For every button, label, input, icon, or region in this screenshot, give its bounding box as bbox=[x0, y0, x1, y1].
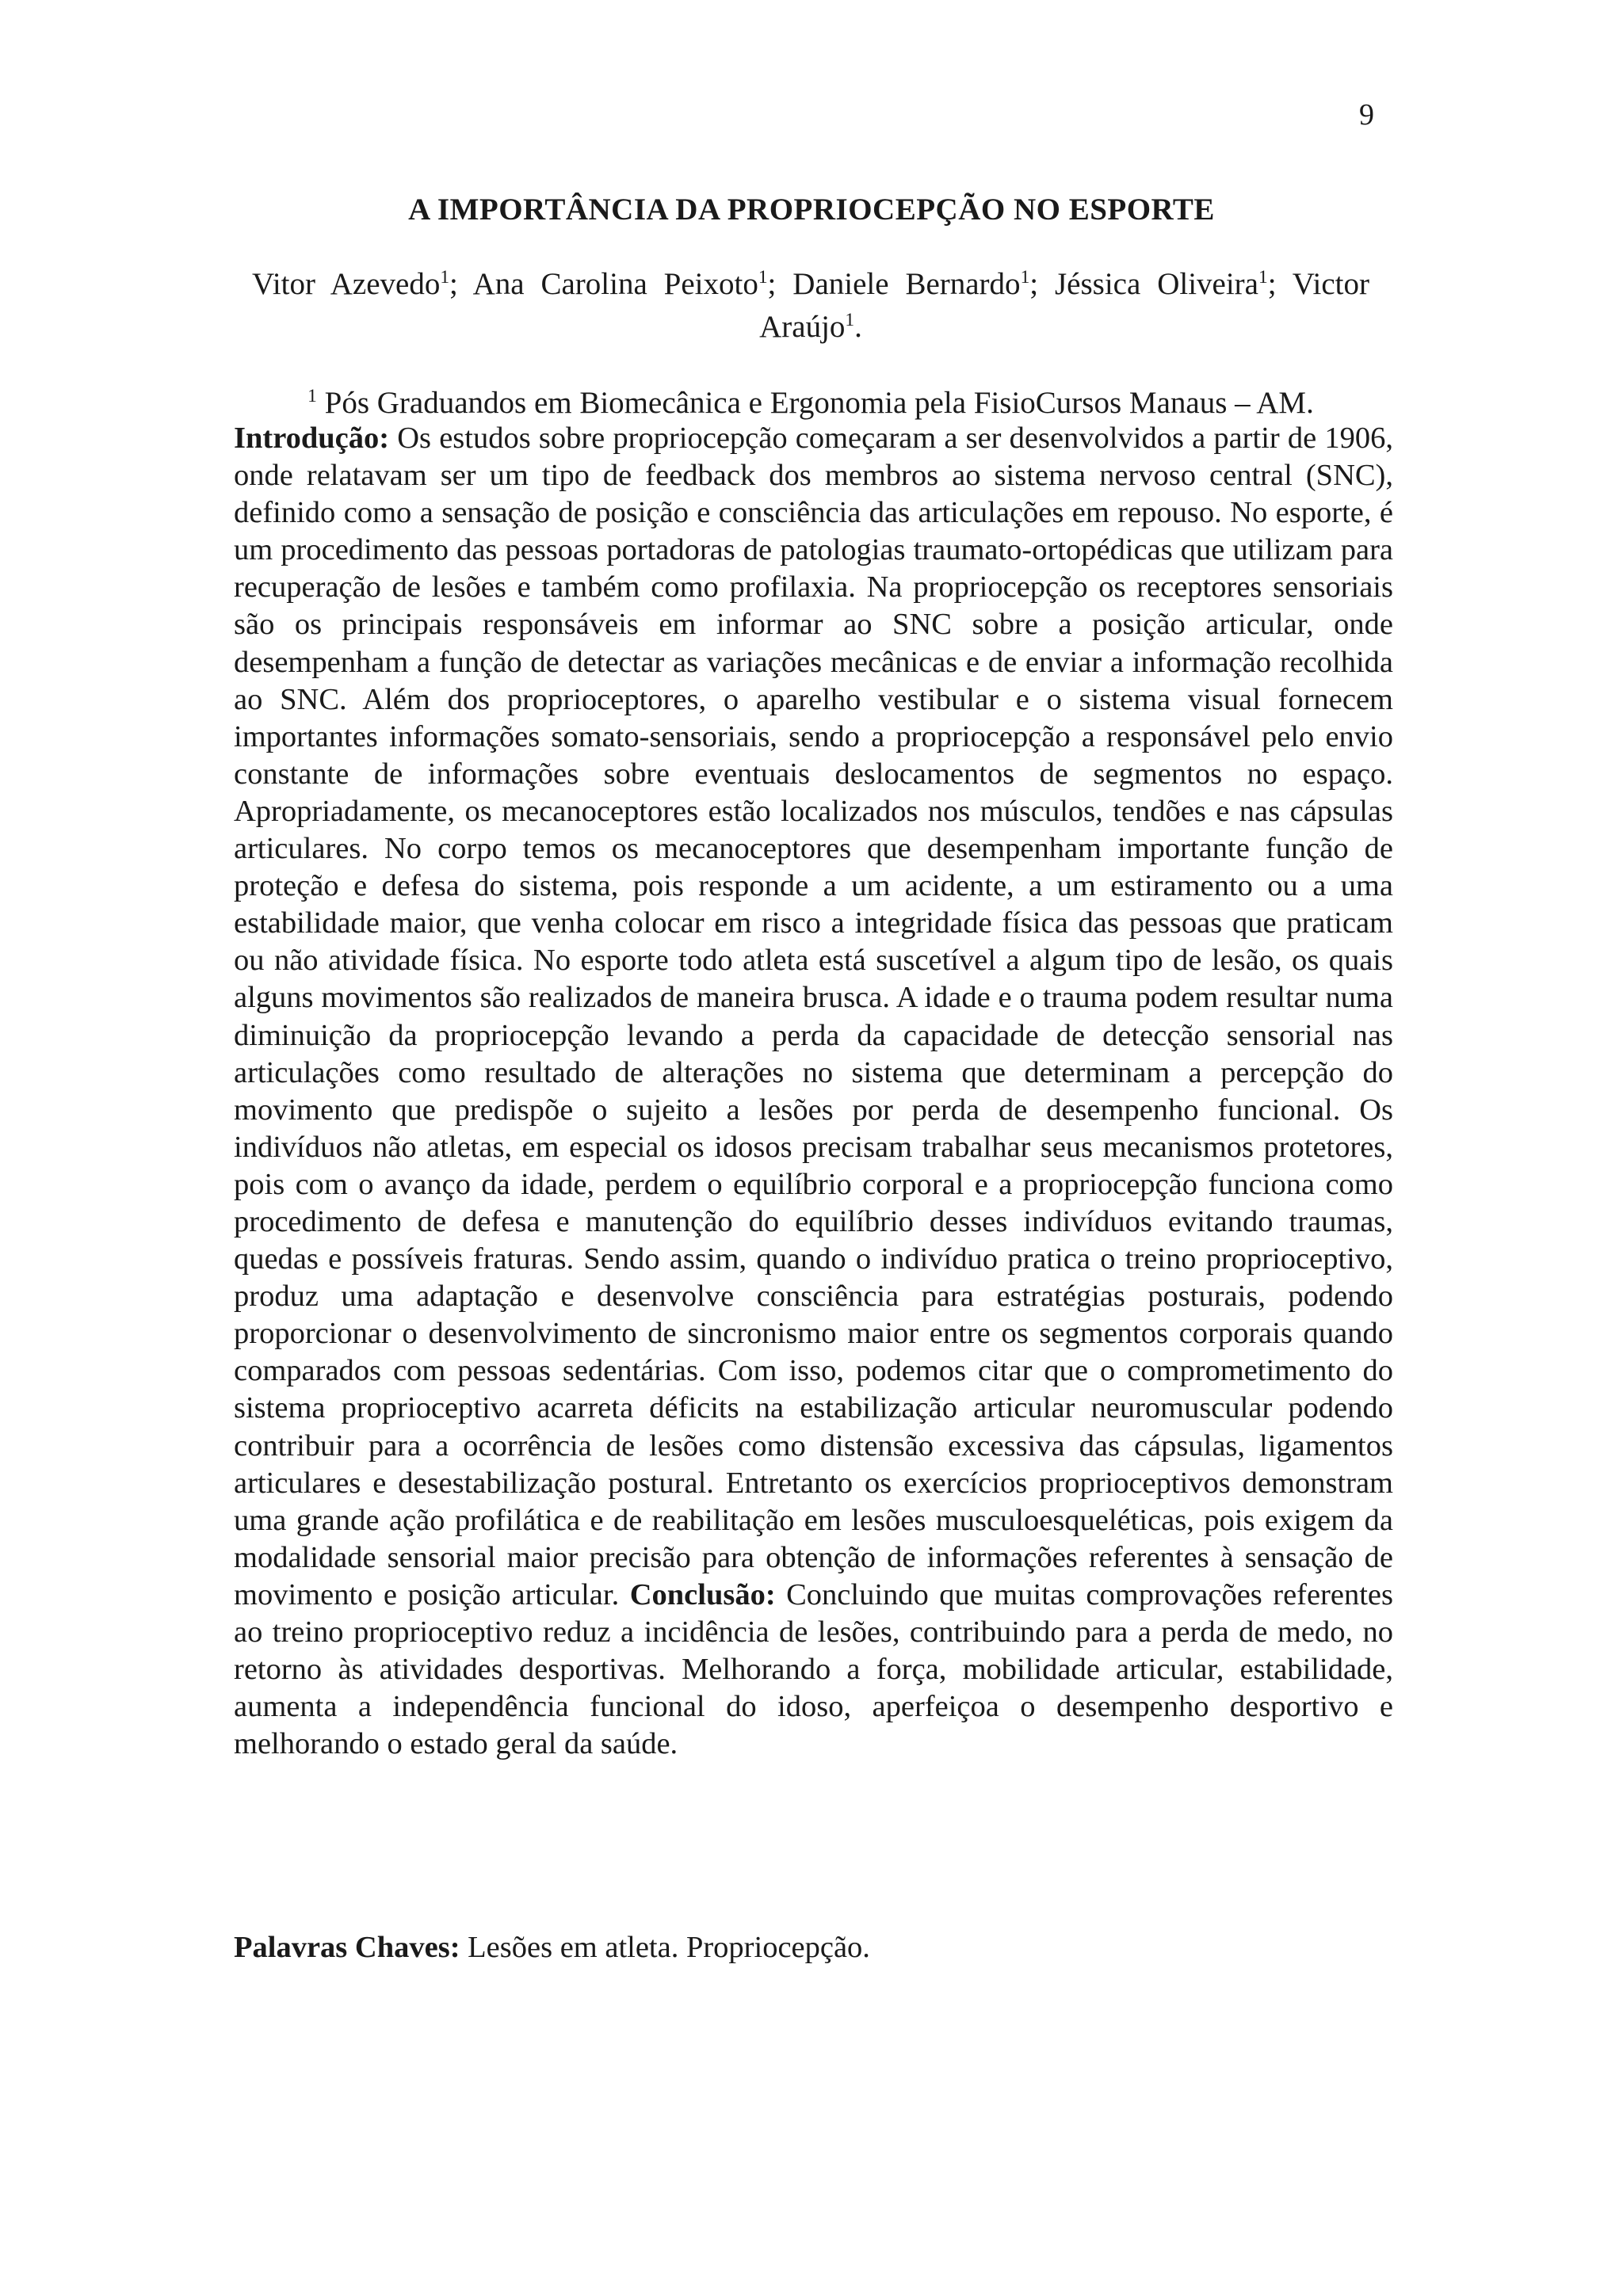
author-separator: ; bbox=[767, 267, 793, 301]
author-affiliation-mark: 1 bbox=[758, 267, 768, 288]
author-affiliation-mark: 1 bbox=[845, 310, 855, 330]
author-separator: ; bbox=[1029, 267, 1055, 301]
conclusion-label: Conclusão: bbox=[629, 1577, 776, 1611]
author-list bbox=[252, 263, 1369, 349]
author-name: Jéssica Oliveira bbox=[1055, 267, 1258, 301]
keywords-text: Lesões em atleta. Propriocepção. bbox=[460, 1931, 870, 1964]
introduction-label: Introdução: bbox=[234, 421, 390, 455]
author-name: Victor Araújo bbox=[759, 267, 1370, 344]
author-affiliation-mark: 1 bbox=[1020, 267, 1030, 288]
affiliation bbox=[252, 382, 1369, 425]
author-name: Vitor Azevedo bbox=[252, 267, 441, 301]
page-number: 9 bbox=[1359, 98, 1374, 132]
author-separator: . bbox=[854, 310, 862, 344]
author-affiliation-mark: 1 bbox=[1258, 267, 1268, 288]
page-title: A IMPORTÂNCIA DA PROPRIOCEPÇÃO NO ESPORTE bbox=[408, 193, 1215, 227]
affiliation-mark: 1 bbox=[307, 386, 317, 406]
author-name: Ana Carolina Peixoto bbox=[472, 267, 758, 301]
keywords bbox=[234, 1929, 1393, 1966]
affiliation-text: Pós Graduandos em Biomecânica e Ergonomia pela FisioCursos Manaus – AM. bbox=[316, 386, 1314, 420]
keywords-label: Palavras Chaves: bbox=[234, 1931, 460, 1964]
conclusion-text: Concluindo que muitas comprovações referentes ao treino proprioceptivo reduz a incidência de lesões, contribuindo para a perda de medo, no retorno às atividades desportivas. Melhorando a força, mobilidade articular, estabilidade, aumenta a independência funcional do idoso, aperfeiçoa o desempenho desportivo e melhorando o estado geral da saúde. bbox=[234, 1577, 1393, 1761]
abstract-body bbox=[234, 420, 1393, 1763]
author-affiliation-mark: 1 bbox=[440, 267, 450, 288]
author-separator: ; bbox=[449, 267, 473, 301]
author-separator: ; bbox=[1267, 267, 1293, 301]
introduction-text: Os estudos sobre propriocepção começaram a ser desenvolvidos a partir de 1906, onde relatavam ser um tipo de feedback dos membros ao sistema nervoso central (SNC), definido como a sensação de posição e consciência das articulações em repouso. No esporte, é um procedimento das pessoas portadoras de patologias traumato-ortopédicas que utilizam para recuperação de lesões e também como profilaxia. Na propriocepção os receptores sensoriais são os principais responsáveis em informar ao SNC sobre a posição articular, onde desempenham a função de detectar as variações mecânicas e de enviar a informação recolhida ao SNC. Além dos proprioceptores, o aparelho vestibular e o sistema visual fornecem importantes informações somato-sensoriais, sendo a propriocepção a responsável pelo envio constante de informações sobre eventuais deslocamentos de segmentos no espaço. Apropriadamente, os mecanoceptores estão localizados nos músculos, tendões e nas cápsulas articulares. No corpo temos os mecanoceptores que desempenham importante função de proteção e defesa do sistema, pois responde a um acidente, a um estiramento ou a uma estabilidade maior, que venha colocar em risco a integridade física das pessoas que praticam ou não atividade física. No esporte todo atleta está suscetível a algum tipo de lesão, os quais alguns movimentos são realizados de maneira brusca. A idade e o trauma podem resultar numa diminuição da propriocepção levando a perda da capacidade de detecção sensorial nas articulações como resultado de alterações no sistema que determinam a percepção do movimento que predispõe o sujeito a lesões por perda de desempenho funcional. Os indivíduos não atletas, em especial os idosos precisam trabalhar seus mecanismos protetores, pois com o avanço da idade, perdem o equilíbrio corporal e a propriocepção funciona como procedimento de defesa e manutenção do equilíbrio desses indivíduos evitando traumas, quedas e possíveis fraturas. Sendo assim, quando o indivíduo pratica o treino proprioceptivo, produz uma adaptação e desenvolve consciência para estratégias posturais, podendo proporcionar o desenvolvimento de sincronismo maior entre os segmentos corporais quando comparados com pessoas sedentárias. Com isso, podemos citar que o comprometimento do sistema proprioceptivo acarreta déficits na estabilização articular neuromuscular podendo contribuir para a ocorrência de lesões como distensão excessiva das cápsulas, ligamentos articulares e desestabilização postural. Entretanto os exercícios proprioceptivos demonstram uma grande ação profilática e de reabilitação em lesões musculoesqueléticas, pois exigem da modalidade sensorial maior precisão para obtenção de informações referentes à sensação de movimento e posição articular. bbox=[234, 421, 1393, 1611]
author-name: Daniele Bernardo bbox=[792, 267, 1021, 301]
